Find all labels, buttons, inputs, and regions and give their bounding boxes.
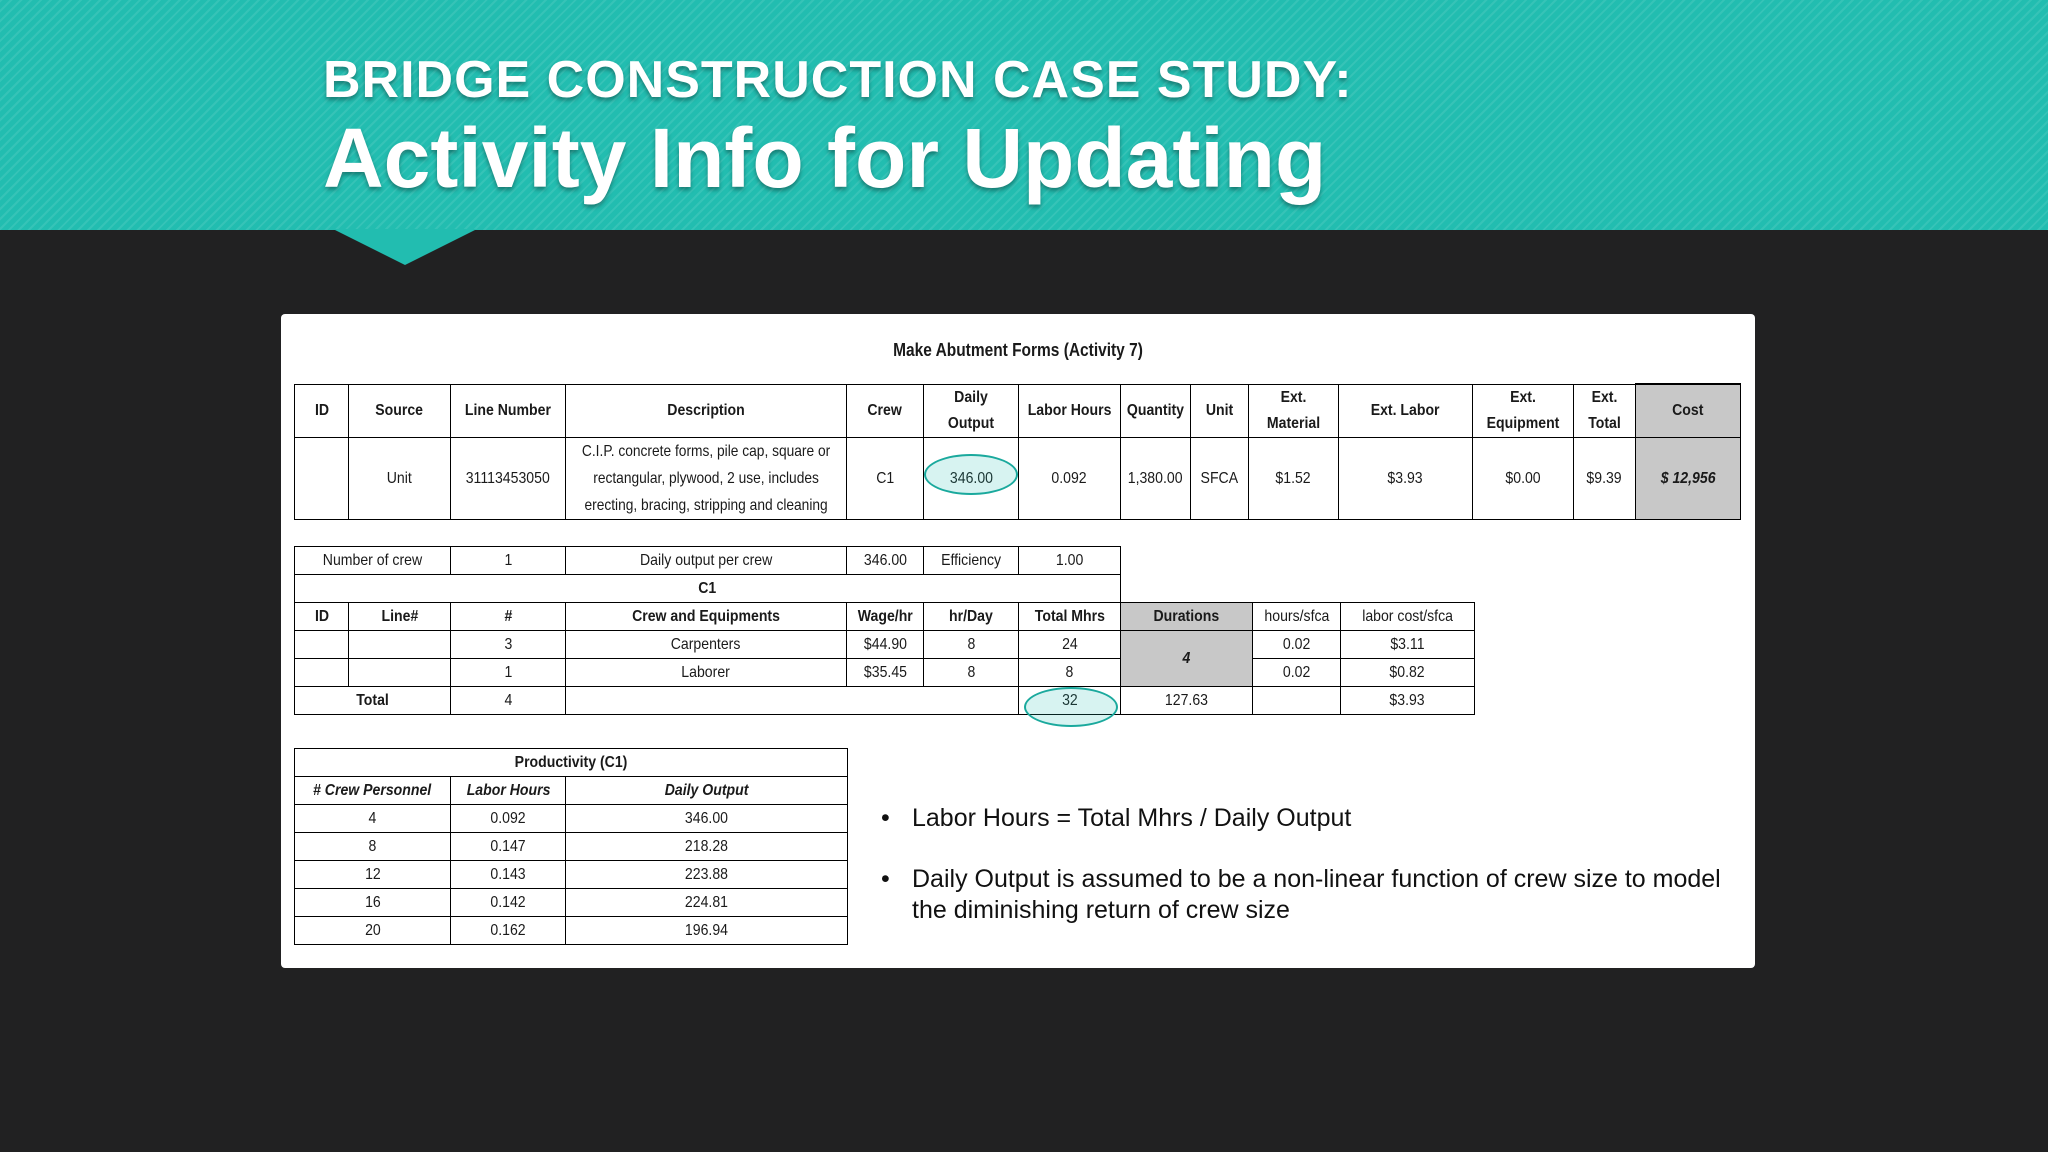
- cell-quantity: 1,380.00: [1121, 437, 1191, 519]
- header-line-number: Line Number: [451, 384, 566, 437]
- cell-labor-hours: 0.092: [1019, 437, 1121, 519]
- cell-line-number: 31113453050: [451, 437, 566, 519]
- note-item: • Labor Hours = Total Mhrs / Daily Output: [881, 804, 1352, 832]
- bullet-icon: •: [881, 865, 890, 893]
- crew-header-wage: Wage/hr: [847, 603, 924, 631]
- efficiency-value: 1.00: [1019, 547, 1121, 575]
- crew-header-id: ID: [295, 603, 349, 631]
- cell-ext-labor: $3.93: [1339, 437, 1473, 519]
- crew-total-count: 4: [451, 687, 566, 715]
- productivity-row: 20 0.162 196.94: [295, 917, 848, 945]
- crew-header-labor-cost-sfca: labor cost/sfca: [1341, 603, 1475, 631]
- header-crew: Crew: [847, 384, 924, 437]
- spreadsheet-card: [281, 314, 1755, 968]
- duration-cell: 4: [1121, 631, 1253, 687]
- number-of-crew-value: 1: [451, 547, 566, 575]
- header-ext-equipment: Ext. Equipment: [1473, 384, 1574, 437]
- crew-header-line: Line#: [349, 603, 451, 631]
- header-quantity: Quantity: [1121, 384, 1191, 437]
- crew-total-mhrs: 32: [1019, 687, 1121, 715]
- activity-row: [295, 437, 1741, 519]
- crew-row-laborer: 1 Laborer $35.45 8 8 0.02 $0.82: [295, 659, 1475, 687]
- crew-header-hr-day: hr/Day: [924, 603, 1019, 631]
- daily-output-highlight: [924, 454, 1018, 495]
- header-labor-hours: Labor Hours: [1019, 384, 1121, 437]
- header-ext-material: Ext. Material: [1249, 384, 1339, 437]
- cell-unit: SFCA: [1191, 437, 1249, 519]
- productivity-title: Productivity (C1): [295, 749, 848, 777]
- header-source: Source: [349, 384, 451, 437]
- cell-ext-total: $9.39: [1574, 437, 1636, 519]
- header-ext-labor: Ext. Labor: [1339, 384, 1473, 437]
- crew-total-labor-cost: $3.93: [1341, 687, 1475, 715]
- crew-summary-row: [295, 547, 1475, 575]
- header-description: Description: [566, 384, 847, 437]
- efficiency-label: Efficiency: [924, 547, 1019, 575]
- number-of-crew-label: Number of crew: [295, 547, 451, 575]
- crew-header-total-mhrs: Total Mhrs: [1019, 603, 1121, 631]
- productivity-row: 12 0.143 223.88: [295, 861, 848, 889]
- crew-row-carpenters: 3 Carpenters $44.90 8 24 4 0.02 $3.11: [295, 631, 1475, 659]
- crew-total-duration-value: 127.63: [1121, 687, 1253, 715]
- sheet-title: Make Abutment Forms (Activity 7): [893, 340, 1143, 360]
- banner-notch: [333, 229, 477, 265]
- cell-ext-equipment: $0.00: [1473, 437, 1574, 519]
- crew-header-count: #: [451, 603, 566, 631]
- header-id: ID: [295, 384, 349, 437]
- prod-header-daily-output: Daily Output: [566, 777, 848, 805]
- cell-source: Unit: [349, 437, 451, 519]
- cell-ext-material: $1.52: [1249, 437, 1339, 519]
- cell-daily-output: 346.00: [924, 437, 1019, 519]
- bullet-icon: •: [881, 804, 890, 832]
- crew-total-row: [295, 687, 1475, 715]
- cell-crew: C1: [847, 437, 924, 519]
- crew-header-name: Crew and Equipments: [566, 603, 847, 631]
- prod-header-labor-hours: Labor Hours: [451, 777, 566, 805]
- header-ext-total: Ext. Total: [1574, 384, 1636, 437]
- crew-header-hours-sfca: hours/sfca: [1253, 603, 1341, 631]
- note-item: • Daily Output is assumed to be a non-linear function of crew size to model the diminishing return of crew size: [881, 865, 1721, 924]
- daily-output-per-crew-label: Daily output per crew: [566, 547, 847, 575]
- total-mhrs-highlight: [1024, 687, 1118, 727]
- header-unit: Unit: [1191, 384, 1249, 437]
- daily-output-per-crew-value: 346.00: [847, 547, 924, 575]
- notes-list: [881, 803, 1721, 956]
- crew-header-durations: Durations: [1121, 603, 1253, 631]
- crew-name-row: [295, 575, 1475, 603]
- slide-title: Activity Info for Updating: [323, 111, 1327, 205]
- crew-header-row: [295, 603, 1475, 631]
- cell-id: [295, 437, 349, 519]
- productivity-table: [294, 748, 848, 945]
- productivity-header-row: [295, 777, 848, 805]
- cell-description: C.I.P. concrete forms, pile cap, square or rectangular, plywood, 2 use, includes erecting, bracing, stripping and cleaning: [566, 437, 847, 519]
- cell-cost: $ 12,956: [1636, 437, 1741, 519]
- productivity-title-row: [295, 749, 848, 777]
- productivity-row: 16 0.142 224.81: [295, 889, 848, 917]
- prod-header-crew: # Crew Personnel: [295, 777, 451, 805]
- activity-header-row: [295, 384, 1741, 437]
- header-cost: Cost: [1636, 384, 1741, 437]
- header-daily-output: Daily Output: [924, 384, 1019, 437]
- productivity-row: 4 0.092 346.00: [295, 805, 848, 833]
- slide-supertitle: BRIDGE CONSTRUCTION CASE STUDY:: [323, 51, 1353, 109]
- crew-name: C1: [295, 575, 1121, 603]
- crew-total-label: Total: [295, 687, 451, 715]
- activity-table: [294, 383, 1741, 520]
- productivity-row: 8 0.147 218.28: [295, 833, 848, 861]
- crew-table: [294, 546, 1475, 715]
